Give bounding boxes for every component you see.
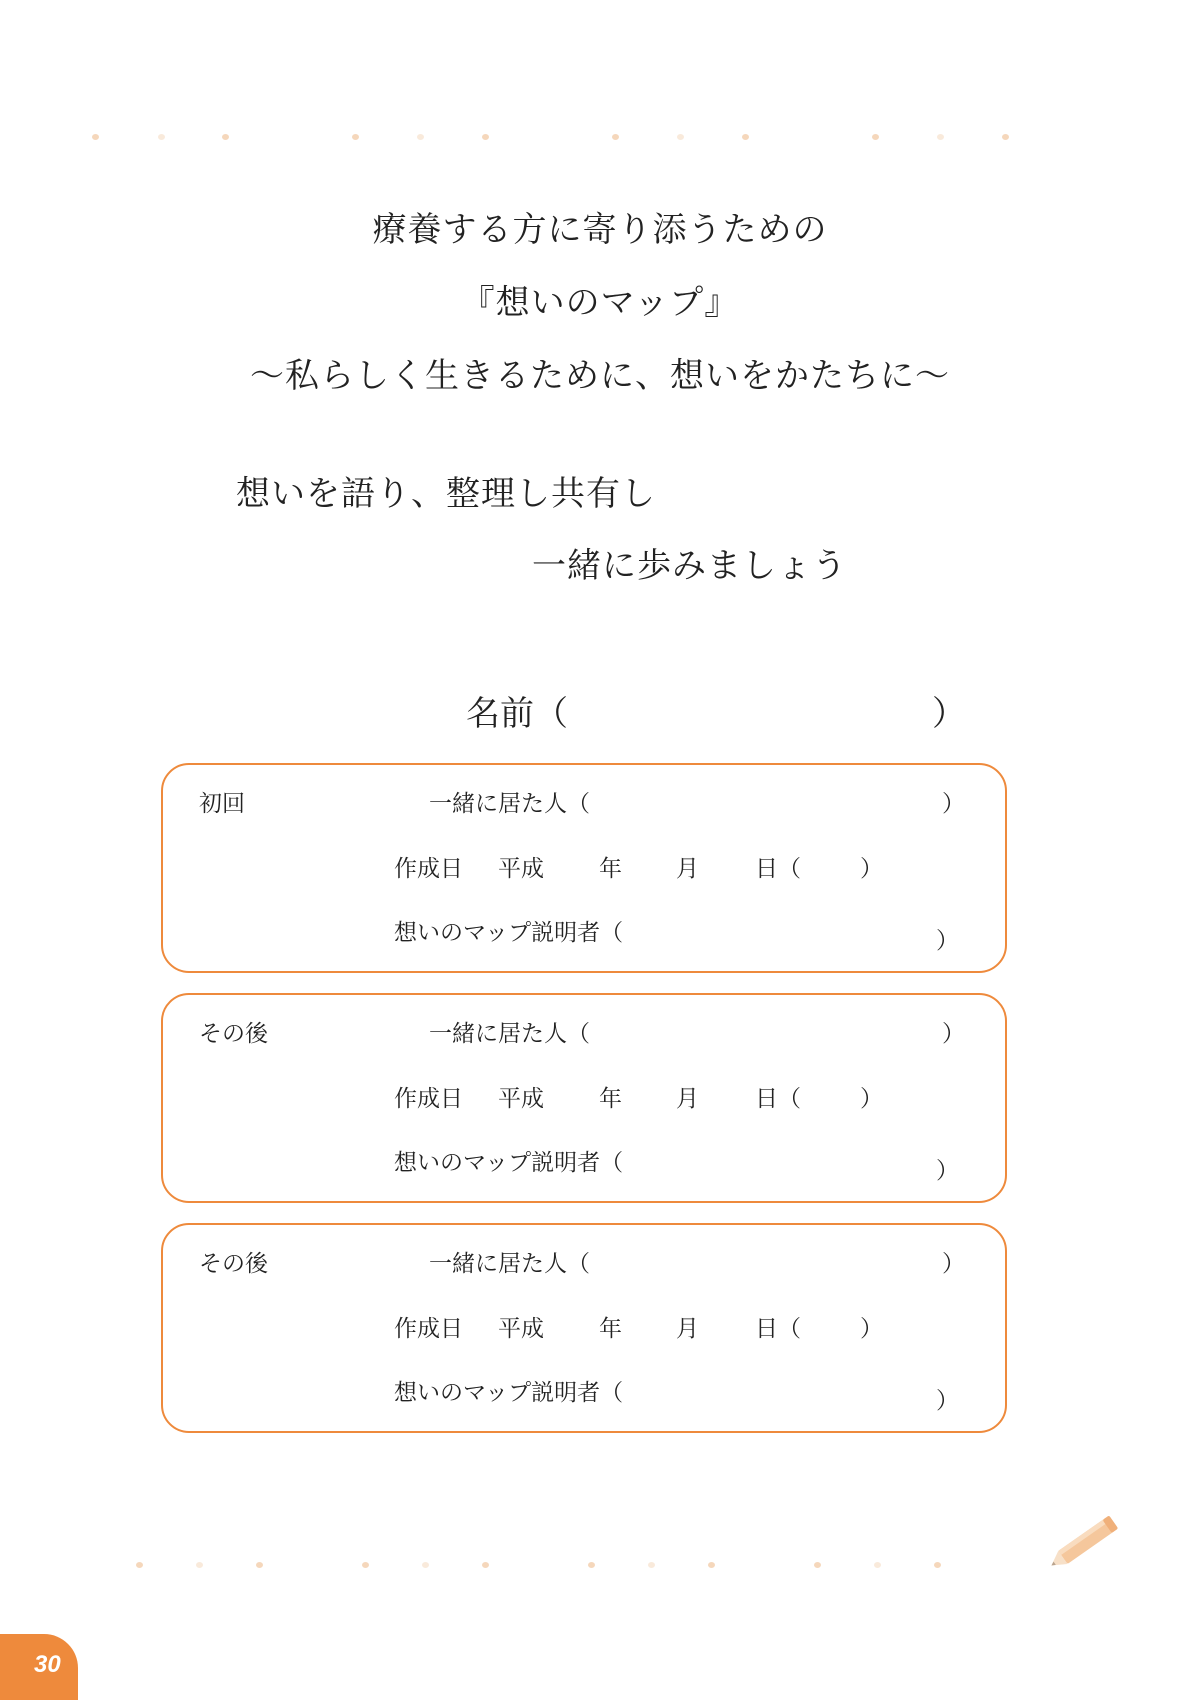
message-line-1: 想いを語り、整理し共有し bbox=[236, 474, 656, 514]
year-field[interactable]: 年 bbox=[599, 1086, 622, 1112]
era-label: 平成 bbox=[498, 856, 544, 882]
bottom-decorative-dots bbox=[130, 1562, 1090, 1572]
companion-close-paren: ） bbox=[942, 1251, 965, 1277]
explainer-field[interactable]: 想いのマップ説明者（ bbox=[394, 920, 624, 946]
explainer-field[interactable]: 想いのマップ説明者（ bbox=[394, 1380, 624, 1406]
companion-field[interactable]: 一緒に居た人（ bbox=[429, 791, 590, 817]
record-label: 初回 bbox=[199, 791, 245, 817]
day-field[interactable]: 日（ bbox=[755, 856, 801, 882]
top-decorative-dots bbox=[80, 134, 1040, 144]
explainer-close-paren: ） bbox=[936, 1158, 959, 1184]
date-label: 作成日 bbox=[394, 856, 463, 882]
year-field[interactable]: 年 bbox=[599, 856, 622, 882]
name-field[interactable] bbox=[466, 692, 966, 736]
page-number: 30 bbox=[34, 1651, 61, 1678]
name-label: 名前（ bbox=[466, 694, 568, 734]
title-line-1: 療養する方に寄り添うための bbox=[372, 210, 828, 250]
explainer-close-paren: ） bbox=[936, 928, 959, 954]
day-field[interactable]: 日（ bbox=[755, 1086, 801, 1112]
name-close-paren: ） bbox=[932, 694, 966, 734]
date-label: 作成日 bbox=[394, 1316, 463, 1342]
record-box-initial bbox=[161, 763, 1007, 973]
companion-field[interactable]: 一緒に居た人（ bbox=[429, 1251, 590, 1277]
record-label: その後 bbox=[199, 1021, 268, 1047]
date-label: 作成日 bbox=[394, 1086, 463, 1112]
date-close-paren: ） bbox=[860, 1086, 883, 1112]
year-field[interactable]: 年 bbox=[599, 1316, 622, 1342]
record-box-followup-2 bbox=[161, 1223, 1007, 1433]
message-line-2: 一緒に歩みましょう bbox=[532, 546, 847, 586]
document-title: 『想いのマップ』 bbox=[460, 283, 740, 323]
companion-field[interactable]: 一緒に居た人（ bbox=[429, 1021, 590, 1047]
companion-close-paren: ） bbox=[942, 791, 965, 817]
pencil-icon bbox=[1040, 1512, 1130, 1572]
explainer-close-paren: ） bbox=[936, 1388, 959, 1414]
explainer-field[interactable]: 想いのマップ説明者（ bbox=[394, 1150, 624, 1176]
month-field[interactable]: 月 bbox=[676, 856, 699, 882]
era-label: 平成 bbox=[498, 1086, 544, 1112]
companion-close-paren: ） bbox=[942, 1021, 965, 1047]
date-close-paren: ） bbox=[860, 1316, 883, 1342]
month-field[interactable]: 月 bbox=[676, 1086, 699, 1112]
month-field[interactable]: 月 bbox=[676, 1316, 699, 1342]
record-label: その後 bbox=[199, 1251, 268, 1277]
date-close-paren: ） bbox=[860, 856, 883, 882]
record-box-followup-1 bbox=[161, 993, 1007, 1203]
title-subtitle: ～私らしく生きるために、想いをかたちに～ bbox=[250, 356, 950, 396]
era-label: 平成 bbox=[498, 1316, 544, 1342]
day-field[interactable]: 日（ bbox=[755, 1316, 801, 1342]
